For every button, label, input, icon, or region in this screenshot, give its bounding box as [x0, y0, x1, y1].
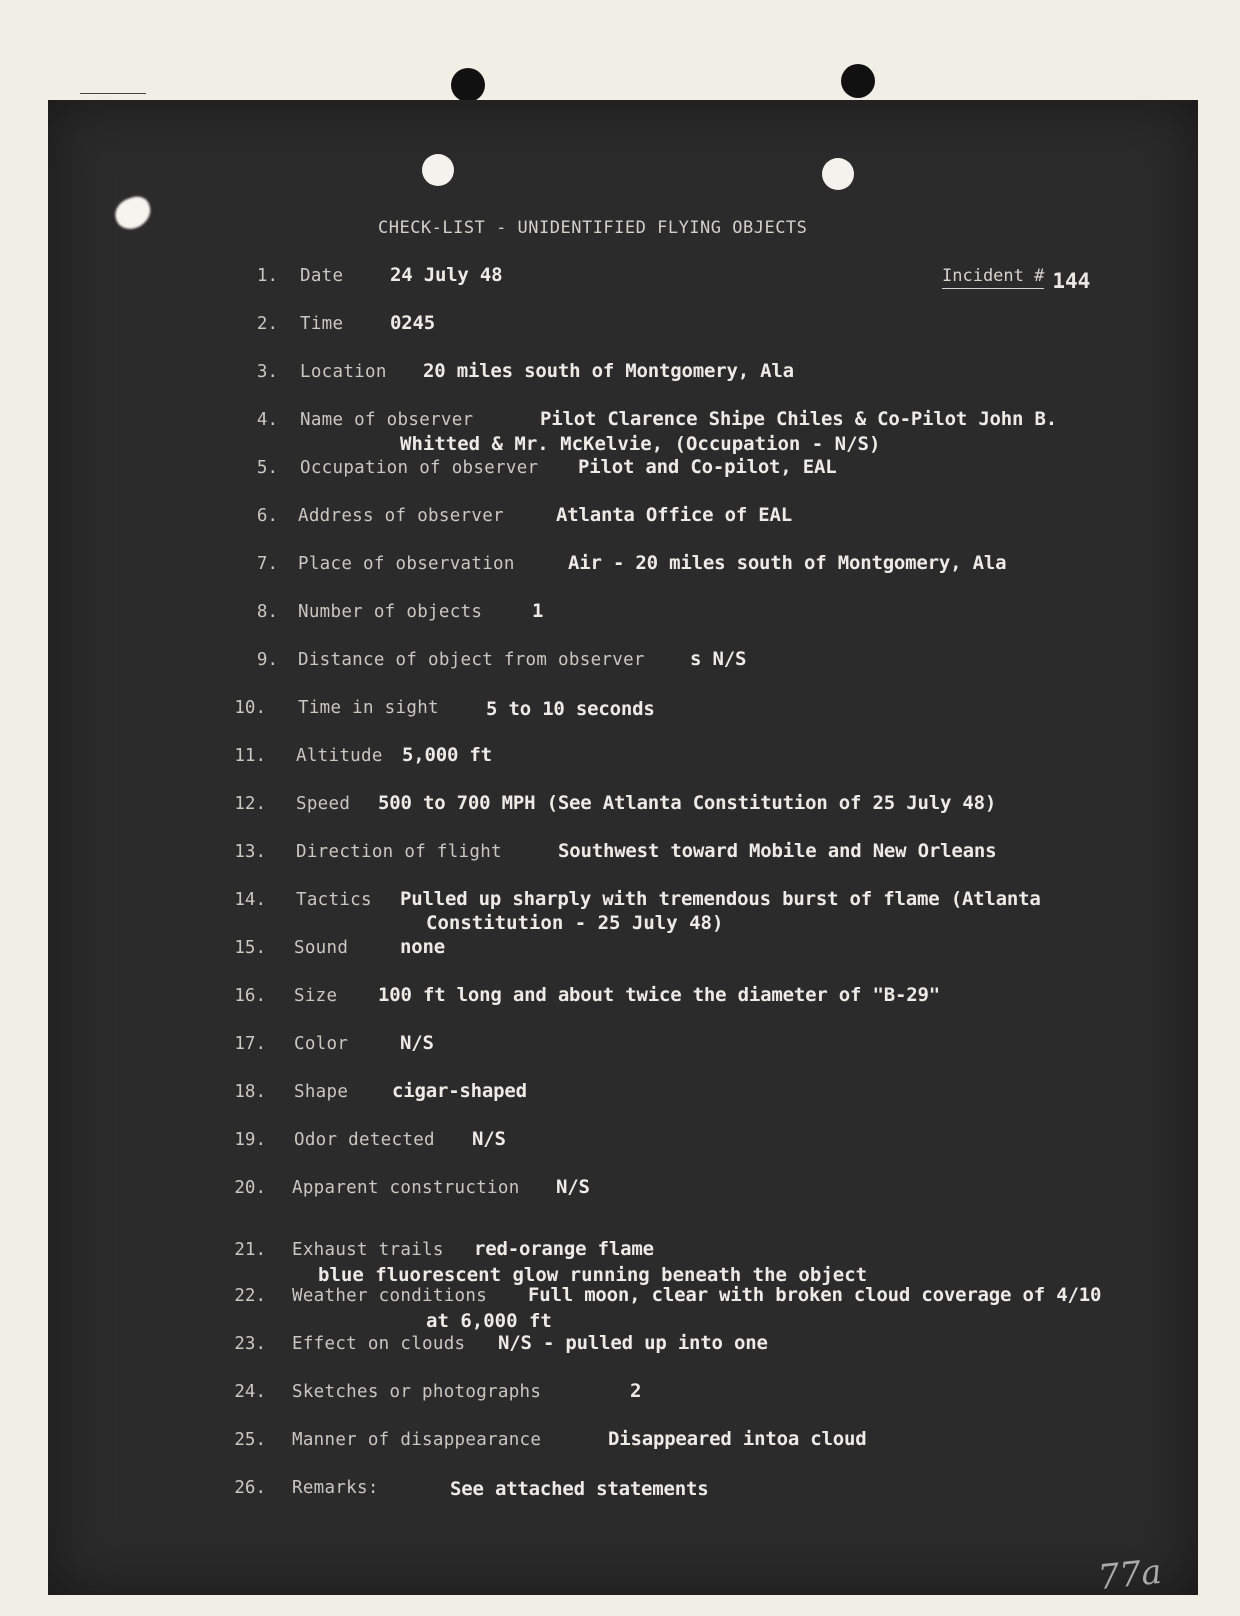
- item-label: Manner of disappearance: [292, 1430, 542, 1450]
- punch-hole-right: [841, 64, 875, 98]
- item-label: Effect on clouds: [292, 1334, 466, 1354]
- document-title: CHECK-LIST - UNIDENTIFIED FLYING OBJECTS: [378, 218, 808, 238]
- item-value: N/S: [472, 1128, 506, 1150]
- item-value: 24 July 48: [390, 264, 503, 286]
- item-number: 18.: [234, 1082, 266, 1102]
- item-value: 1: [532, 600, 544, 622]
- sheet-hole-right: [822, 158, 854, 190]
- incident-value: 144: [1052, 269, 1091, 293]
- item-number: 21.: [234, 1240, 266, 1260]
- item-value: 5,000 ft: [402, 744, 492, 766]
- item-value: Atlanta Office of EAL: [556, 504, 793, 526]
- item-number: 5.: [256, 458, 278, 478]
- item-label: Sketches or photographs: [292, 1382, 542, 1402]
- item-value-continued: blue fluorescent glow running beneath the object: [318, 1264, 868, 1286]
- item-value: Pilot Clarence Shipe Chiles & Co-Pilot John B.: [540, 408, 1057, 430]
- item-number: 15.: [234, 938, 266, 958]
- item-number: 23.: [234, 1334, 266, 1354]
- item-label: Exhaust trails: [292, 1240, 444, 1260]
- item-value-continued: at 6,000 ft: [426, 1310, 552, 1332]
- item-number: 26.: [234, 1478, 266, 1498]
- item-value: cigar-shaped: [392, 1080, 527, 1102]
- item-label: Date: [300, 266, 344, 286]
- item-label: Sound: [294, 938, 349, 958]
- item-value: Disappeared intoa cloud: [608, 1428, 867, 1450]
- item-value: 20 miles south of Montgomery, Ala: [423, 360, 794, 382]
- handwritten-page-number: 77a: [1096, 1551, 1164, 1599]
- item-value: Full moon, clear with broken cloud coverage of 4/10: [528, 1284, 1102, 1306]
- item-value: Pilot and Co-pilot, EAL: [578, 456, 837, 478]
- item-number: 13.: [234, 842, 266, 862]
- item-number: 17.: [234, 1034, 266, 1054]
- punch-hole-left: [451, 68, 485, 102]
- item-number: 20.: [234, 1178, 266, 1198]
- item-number: 11.: [234, 746, 266, 766]
- item-label: Occupation of observer: [300, 458, 539, 478]
- item-label: Number of objects: [298, 602, 483, 622]
- item-value-continued: Whitted & Mr. McKelvie, (Occupation - N/S): [400, 433, 881, 455]
- item-label: Time: [300, 314, 344, 334]
- item-label: Odor detected: [294, 1130, 435, 1150]
- item-value: N/S: [556, 1176, 590, 1198]
- item-value-continued: Constitution - 25 July 48): [426, 912, 724, 934]
- item-value: See attached statements: [450, 1478, 709, 1500]
- item-number: 10.: [234, 698, 266, 718]
- item-value: s N/S: [690, 648, 747, 670]
- item-value: 500 to 700 MPH (See Atlanta Constitution of 25 July 48): [378, 792, 997, 814]
- item-value: Pulled up sharply with tremendous burst of flame (Atlanta: [400, 888, 1041, 910]
- item-value: 2: [630, 1380, 642, 1402]
- item-label: Altitude: [296, 746, 383, 766]
- item-label: Remarks:: [292, 1478, 379, 1498]
- item-number: 14.: [234, 890, 266, 910]
- sheet-hole-left: [422, 154, 454, 186]
- item-number: 1.: [256, 266, 278, 286]
- incident-number: [942, 262, 1091, 293]
- item-number: 8.: [256, 602, 278, 622]
- item-value: 100 ft long and about twice the diameter of "B-29": [378, 984, 940, 1006]
- item-value: N/S - pulled up into one: [498, 1332, 768, 1354]
- item-label: Weather conditions: [292, 1286, 488, 1306]
- item-label: Color: [294, 1034, 349, 1054]
- item-label: Address of observer: [298, 506, 504, 526]
- item-label: Location: [300, 362, 387, 382]
- incident-label: Incident #: [942, 266, 1044, 289]
- item-number: 22.: [234, 1286, 266, 1306]
- item-label: Shape: [294, 1082, 349, 1102]
- item-number: 12.: [234, 794, 266, 814]
- item-label: Tactics: [296, 890, 372, 910]
- item-number: 2.: [256, 314, 278, 334]
- item-number: 19.: [234, 1130, 266, 1150]
- item-value: red-orange flame: [474, 1238, 654, 1260]
- item-label: Distance of object from observer: [298, 650, 645, 670]
- item-label: Speed: [296, 794, 351, 814]
- item-value: none: [400, 936, 445, 958]
- item-number: 7.: [256, 554, 278, 574]
- item-number: 24.: [234, 1382, 266, 1402]
- item-label: Size: [294, 986, 338, 1006]
- item-number: 3.: [256, 362, 278, 382]
- item-value: Air - 20 miles south of Montgomery, Ala: [568, 552, 1007, 574]
- item-label: Name of observer: [300, 410, 474, 430]
- item-number: 4.: [256, 410, 278, 430]
- item-number: 6.: [256, 506, 278, 526]
- item-label: Time in sight: [298, 698, 439, 718]
- item-value: N/S: [400, 1032, 434, 1054]
- item-value: 5 to 10 seconds: [486, 698, 655, 720]
- item-label: Apparent construction: [292, 1178, 520, 1198]
- item-value: Southwest toward Mobile and New Orleans: [558, 840, 997, 862]
- item-label: Direction of flight: [296, 842, 502, 862]
- pencil-mark: [80, 93, 146, 94]
- item-label: Place of observation: [298, 554, 515, 574]
- item-number: 9.: [256, 650, 278, 670]
- item-value: 0245: [390, 312, 435, 334]
- item-number: 16.: [234, 986, 266, 1006]
- item-number: 25.: [234, 1430, 266, 1450]
